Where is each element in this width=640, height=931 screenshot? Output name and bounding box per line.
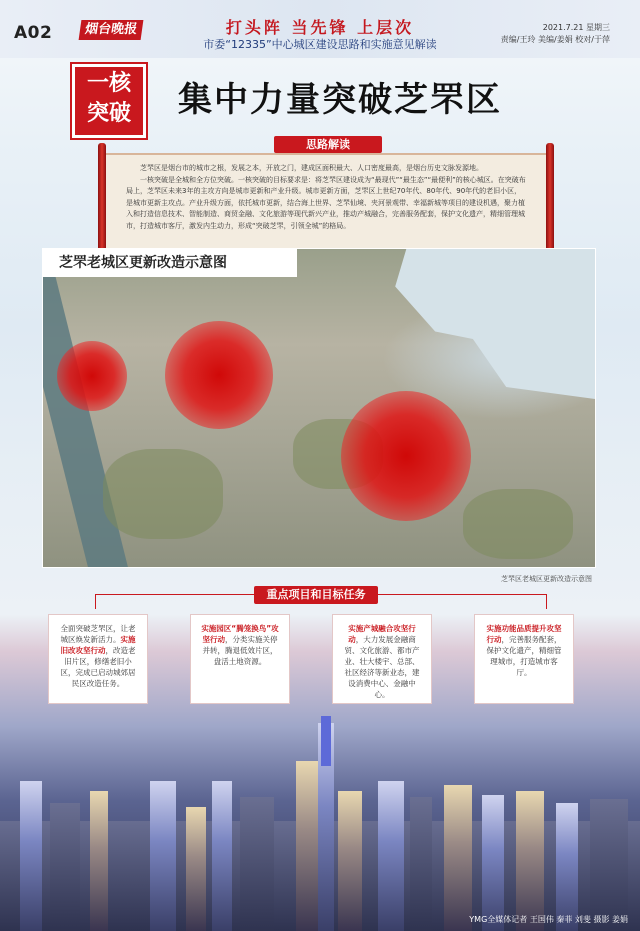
title-badge — [72, 64, 146, 138]
header-subslogan: 市委“12335”中心城区建设思路和实施意见解读 — [203, 38, 437, 51]
interpretation-text — [126, 163, 526, 232]
project-4-highlight: 实施功能品质提升攻坚行动 — [486, 624, 562, 644]
interpretation-scroll — [106, 153, 546, 251]
scroll-rod-left — [98, 143, 106, 253]
skyline-building — [590, 799, 628, 931]
header-slogan: 打头阵 当先锋 上层次 — [225, 18, 415, 37]
skyline-building — [410, 797, 432, 931]
project-box-1 — [48, 614, 148, 704]
key-projects-heading: 重点项目和目标任务 — [254, 586, 378, 604]
skyline-building — [20, 781, 42, 931]
scroll-rod-right — [546, 143, 554, 253]
project-2-highlight: 实施园区“腾笼换鸟”攻坚行动 — [201, 624, 279, 644]
skyline-building — [556, 803, 578, 931]
page-number: A02 — [14, 23, 53, 43]
renewal-hotspot-1 — [57, 341, 127, 411]
landmark-tower-top — [321, 716, 331, 766]
skyline-building — [516, 791, 544, 931]
map-caption: 芝罘区老城区更新改造示意图 — [501, 575, 592, 583]
old-town-renewal-map — [42, 248, 596, 568]
skyline-building — [338, 791, 362, 931]
project-box-2 — [190, 614, 290, 704]
project-3-highlight: 实施产城融合攻坚行动 — [348, 624, 416, 644]
proofreader: 校对/于萍 — [575, 35, 610, 44]
skyline-building — [444, 785, 472, 931]
dateline — [501, 22, 610, 46]
project-1-detail: ，改造老旧片区，修缮老旧小区，完成已启动城郊居民区改造任务。 — [60, 646, 136, 688]
project-3-detail: ，大力发展金融商贸、文化旅游、都市产业、壮大楼宇、总部、社区经济等新业态，建设消费中心、金融中心。 — [344, 635, 420, 699]
skyline-building — [482, 795, 504, 931]
skyline-building — [90, 791, 108, 931]
badge-line-2: 突破 — [86, 101, 131, 126]
designer: 美编/姜娟 — [538, 35, 573, 44]
skyline-building — [212, 781, 232, 931]
issue-date: 2021.7.21 星期三 — [542, 23, 610, 32]
main-headline: 集中力量突破芝罘区 — [178, 80, 502, 120]
map-green-area — [103, 449, 223, 539]
badge-line-1: 一核 — [86, 71, 131, 96]
skyline-building — [296, 761, 320, 931]
renewal-hotspot-3 — [341, 391, 471, 521]
editor: 责编/王玲 — [500, 35, 536, 44]
photo-credit: YMG全媒体记者 王国伟 秦菲 刘斐 摄影 姜娟 — [469, 915, 628, 924]
map-sea — [373, 249, 595, 399]
page-header — [0, 0, 640, 58]
project-1-intro: 全面突破芝罘区，让老城区焕发新活力。 — [60, 624, 136, 644]
project-4-detail: ，完善服务配套，保护文化遗产，精细管理城市，打造城市客厅。 — [486, 635, 562, 677]
project-box-3 — [332, 614, 432, 704]
skyline-building — [150, 781, 176, 931]
skyline-building — [240, 797, 274, 931]
skyline-building — [186, 807, 206, 931]
skyline-building — [50, 803, 80, 931]
editor-credits — [501, 34, 610, 46]
project-box-4 — [474, 614, 574, 704]
skyline-building — [378, 781, 404, 931]
renewal-hotspot-2 — [165, 321, 273, 429]
interpretation-paragraph-1: 芝罘区是烟台市的城市之根，发展之本，开放之门，建成区面积最大、人口密度最高，是烟台历史文脉发源地。 — [140, 164, 483, 172]
interpretation-heading: 思路解读 — [274, 136, 382, 153]
newspaper-logo: 烟台晚报 — [79, 20, 144, 40]
city-skyline-photo — [0, 708, 640, 931]
interpretation-paragraph-2: 一核突破是全城和全方位突破。一核突破的目标要求是：将芝罘区建设成为“最现代”“最生态”“最便利”的核心城区。在突破布局上，芝罘区未来3年的主攻方向是城市更新和产业升级。城市更新方面，芝罘区上世纪70年代、80年代、90年代的老旧小区，是城市更新主攻点。产业升级方面，依托城市更新，结合海上世界、芝罘仙境、夹河景观带、幸福新城等项目的建设机遇，聚力植入和打造信息技术、智能制造、商贸金融、文化旅游等现代新兴产业，推动产城融合，完善服务配套，保护文化遗产，精细管理城市，打造城市客厅，激发内生动力，形成“突破芝罘，引领全城”的格局。 — [126, 175, 526, 230]
project-2-detail: ，分类实施关停并转，腾退低效片区，盘活土地资源。 — [202, 635, 278, 666]
map-title: 芝罘老城区更新改造示意图 — [43, 249, 297, 277]
project-1-highlight: 实施旧改攻坚行动 — [60, 635, 136, 655]
map-green-area — [463, 489, 573, 559]
